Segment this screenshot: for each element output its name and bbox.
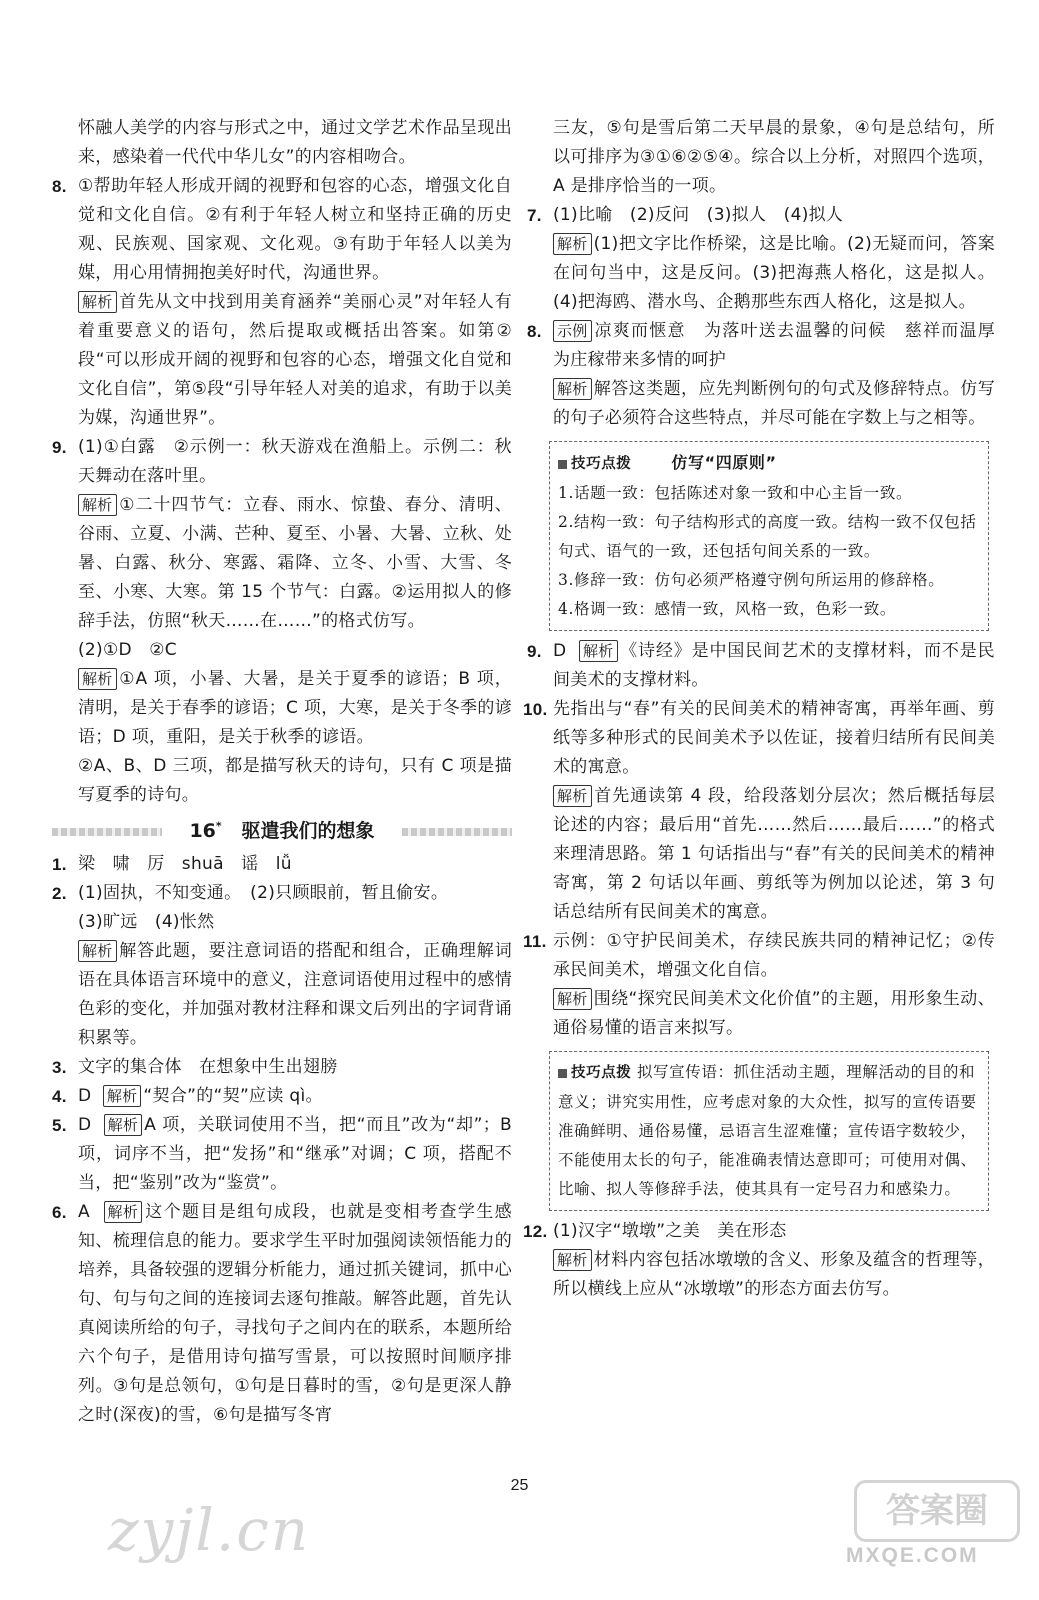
watermark-url: MXQE.COM [846, 1544, 979, 1567]
analysis-r7: 解析 (1)把文字比作桥梁，这是比喻。(2)无疑而问，答案在问句当中，这是反问。(3)把海燕人格化，这是拟人。(4)把海鸥、潜水鸟、企鹅那些东西人格化，这是拟人。 [553, 234, 995, 312]
answer-s4: 4. D 解析 “契合”的“契”应读 qì。 [52, 1086, 323, 1106]
analysis-r10: 解析 首先通读第 4 段，给段落划分层次；然后概括每层论述的内容；最后用“首先……然后……最后……”的格式来理清思路。第 1 句话指出与“春”有关的民间美术的精神寄寓，第 2 句话以年画、剪纸等为例加以论述，第 3 句话总结所有民间美术的寓意。 [553, 786, 995, 922]
tip-heading: 技巧点拨 [558, 456, 631, 472]
page-number: 25 [510, 1477, 529, 1494]
answer-r10: 10. 先指出与“春”有关的民间美术的精神寄寓，再举年画、剪纸等多种形式的民间美术予以佐证，接着归结所有民间美术的寓意。 [523, 699, 995, 777]
tip-heading: 技巧点拨 [558, 1065, 631, 1081]
answer-9-2: (2)①D ②C [78, 640, 177, 660]
answer-r9: 9. D 解析 《诗经》是中国民间艺术的支撑材料，而不是民间美术的支撑材料。 [527, 641, 995, 690]
analysis-9-1: 解析 ①二十四节气：立春、雨水、惊蛰、春分、清明、谷雨、立夏、小满、芒种、夏至、小暑、大暑、立秋、处暑、白露、秋分、寒露、霜降、立冬、小雪、大雪、冬至、小寒、大寒。第 15 个节气：白露。②运用拟人的修辞手法，仿照“秋天……在……”的格式仿写。 [78, 495, 512, 631]
tip-item: 2.结构一致：句子结构形式的高度一致。结构一致不仅包括句式、语气的一致，还包括句间关系的一致。 [558, 513, 977, 560]
answer-s5: 5. D 解析 A 项，关联词使用不当，把“而且”改为“却”；B 项，词序不当，把“发扬”和“继承”对调；C 项，搭配不当，把“鉴别”改为“鉴赏”。 [52, 1115, 512, 1193]
answer-r8: 8. 示例 凉爽而惬意 为落叶送去温馨的问候 慈祥而温厚 为庄稼带来多情的呵护 [527, 321, 1013, 370]
heading-decor-right [402, 828, 512, 836]
answer-6-continued: 三友，⑤句是雪后第二天早晨的景象，④句是总结句，所以可排序为③①⑥②⑤④。综合以上分析，对照四个选项，A 是排序恰当的一项。 [553, 118, 995, 196]
tip-item: 4.格调一致：感情一致，风格一致，色彩一致。 [558, 600, 896, 618]
answer-r12: 12. (1)汉字“墩墩”之美 美在形态 [523, 1221, 787, 1241]
answer-9: 9. (1)①白露 ②示例一：秋天游戏在渔船上。示例二：秋天舞动在落叶里。 [52, 437, 512, 486]
tip-box-imitation [549, 441, 989, 631]
heading-decor-left [52, 828, 162, 836]
analysis-r11: 解析 围绕“探究民间美术文化价值”的主题，用形象生动、通俗易懂的语言来拟写。 [553, 989, 995, 1038]
analysis-8: 解析 首先从文中找到用美育涵养“美丽心灵”对年轻人有着重要意义的语句，然后提取或概括出答案。如第②段“可以形成开阔的视野和包容的心态，增强文化自觉和文化自信”，第⑤段“引导年轻人对美的追求，有助于以美为媒，沟通世界”。 [78, 292, 512, 428]
answer-s2b: (3)旷远 (4)怅然 [78, 912, 215, 932]
analysis-9-2b: ②A、B、D 三项，都是描写秋天的诗句，只有 C 项是描写夏季的诗句。 [78, 756, 512, 805]
intro-continuation: 怀融人美学的内容与形式之中，通过文学艺术作品呈现出来，感染着一代代中华儿女”的内容相吻合。 [78, 118, 512, 167]
left-column [52, 114, 512, 1430]
section-number: 16 [189, 820, 216, 842]
square-icon [558, 1069, 567, 1078]
right-column [523, 114, 1013, 1304]
tip-item: 1.话题一致：包括陈述对象一致和中心主旨一致。 [558, 484, 913, 502]
answer-s6: 6. A 解析 这个题目是组句成段，也就是变相考查学生感知、梳理信息的能力。要求学生平时加强阅读领悟能力的培养，具备较强的逻辑分析能力，通过抓关键词，抓中心句、句与句之间的连接词去逐句推敲。解答此题，首先认真阅读所给的句子，寻找句子之间内在的联系，本题所给六个句子，是借用诗句描写雪景，可以按照时间顺序排列。③句是总领句，①句是日暮时的雪，②句是更深人静之时(深夜)的雪，⑥句是描写冬宵 [52, 1202, 512, 1425]
answer-s1: 1. 梁 啸 厉 shuā 谣 lǚ [52, 854, 292, 874]
answer-r7: 7. (1)比喻 (2)反问 (3)拟人 (4)拟人 [527, 205, 844, 225]
answer-s3: 3. 文字的集合体 在想象中生出翅膀 [52, 1057, 338, 1077]
tip-box-slogan [549, 1051, 989, 1211]
square-icon [558, 460, 567, 469]
section-heading: 16* 驱遣我们的想象 [52, 812, 512, 848]
answer-8: 8. ①帮助年轻人形成开阔的视野和包容的心态，增强文化自觉和文化自信。②有利于年轻人树立和坚持正确的历史观、民族观、国家观、文化观。③有助于年轻人以美为媒，用心用情拥抱美好时代，沟通世界。 [52, 176, 512, 283]
watermark-logo-left: zyjl.cn [108, 1496, 311, 1564]
tip-text: 拟写宣传语：抓住活动主题，理解活动的目的和意义；讲究实用性，应考虑对象的大众性，拟写的宣传语要准确鲜明、通俗易懂，忌语言生涩难懂；宣传语字数较少，不能使用太长的句子，能准确表情达意即可；可使用对偶、比喻、拟人等修辞手法，使其具有一定号召力和感染力。 [558, 1063, 977, 1198]
analysis-r8: 解析 解答这类题，应先判断例句的句式及修辞特点。仿写的句子必须符合这些特点，并尽可能在字数上与之相等。 [553, 379, 995, 428]
tip-item: 3.修辞一致：仿句必须严格遵守例句所运用的修辞格。 [558, 571, 945, 589]
tip-title: 仿写“四原则” [671, 453, 777, 472]
analysis-r12: 解析 材料内容包括冰墩墩的含义、形象及蕴含的哲理等，所以横线上应从“冰墩墩”的形态方面去仿写。 [553, 1250, 995, 1299]
analysis-s2: 解析 解答此题，要注意词语的搭配和组合，正确理解词语在具体语言环境中的意义，注意词语使用过程中的感情色彩的变化，并加强对教材注释和课文后列出的字词背诵积累等。 [78, 941, 512, 1048]
answer-s2: 2. (1)固执，不知变通。 (2)只顾眼前，暂且偷安。 [52, 883, 449, 903]
analysis-9-2: 解析 ①A 项，小暑、大暑，是关于夏季的谚语；B 项，清明，是关于春季的谚语；C 项，大寒，是关于冬季的谚语；D 项，重阳，是关于秋季的谚语。 [78, 669, 512, 747]
section-title: 驱遣我们的想象 [241, 820, 375, 842]
watermark-logo-right: 答案圈 [854, 1480, 1020, 1542]
answer-r11: 11. 示例：①守护民间美术，存续民族共同的精神记忆；②传承民间美术，增强文化自信。 [523, 931, 995, 980]
